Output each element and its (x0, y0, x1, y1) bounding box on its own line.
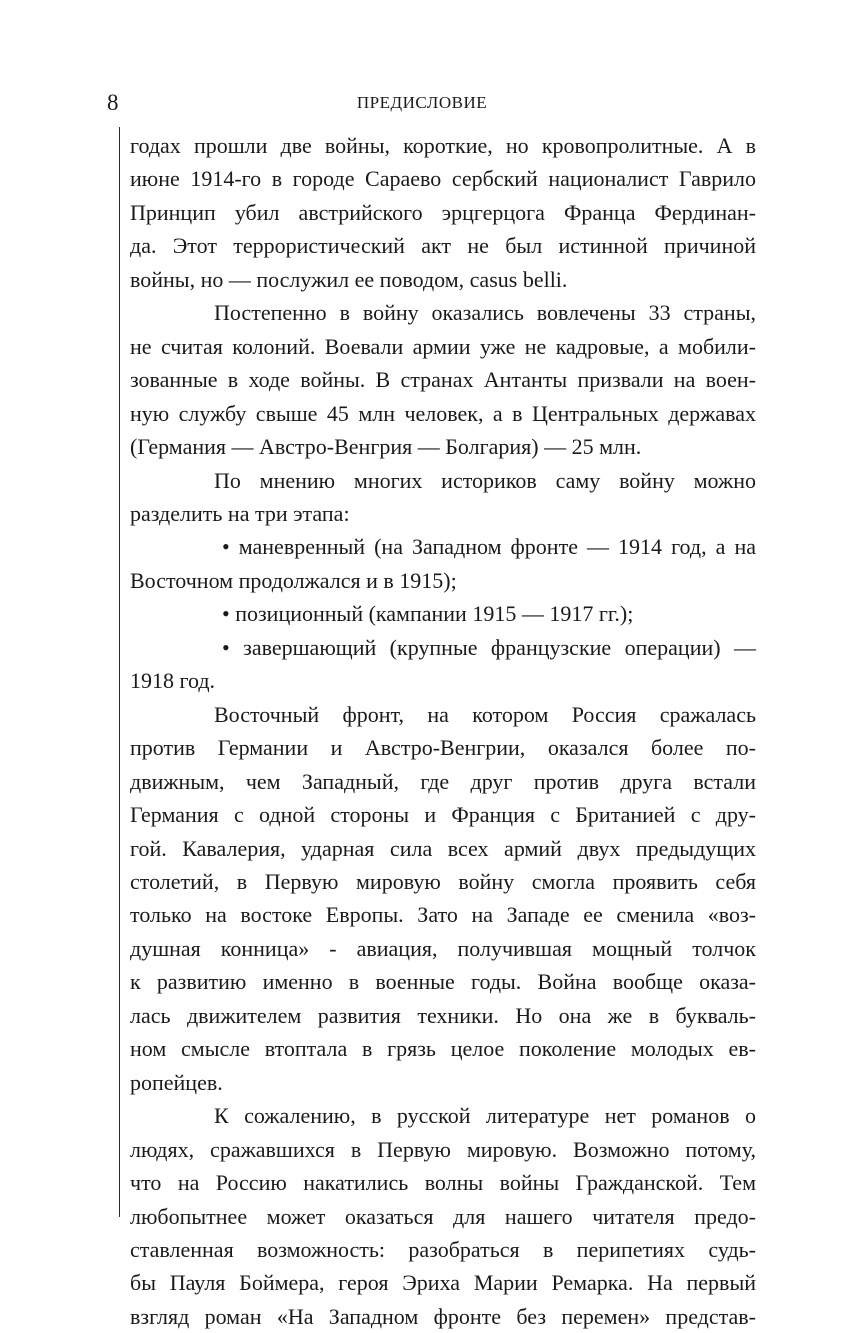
bullet-line: • завершающий (крупные французские операции) — (222, 634, 756, 660)
text-line: любопытнее может оказаться для нашего читателя предо- (130, 1203, 756, 1229)
text-line: не считая колоний. Воевали армии уже не кадровые, а мобили- (130, 333, 756, 359)
text-line: ропейцев. (130, 1069, 223, 1095)
text-line: ставленная возможность: разобраться в перипетиях судь- (130, 1236, 756, 1262)
bullet-line: • маневренный (на Западном фронте — 1914 год, а на (222, 534, 756, 560)
text-line: против Германии и Австро-Венгрии, оказался более по- (130, 735, 756, 761)
running-title: ПРЕДИСЛОВИЕ (356, 93, 488, 112)
page-number: 8 (107, 90, 119, 115)
text-line: (Германия — Австро-Венгрия — Болгария) — 25 млн. (130, 434, 642, 460)
text-line: людях, сражавшихся в Первую мировую. Возможно потому, (130, 1136, 756, 1162)
text-line: ную службу свыше 45 млн человек, а в Центральных державах (130, 400, 756, 426)
text-line: Восточный фронт, на котором Россия сражалась (214, 701, 756, 727)
text-line: гой. Кавалерия, ударная сила всех армий двух предыдущих (130, 835, 756, 861)
margin-rule (119, 127, 120, 1217)
text-line: зованные в ходе войны. В странах Антанты призвали на воен- (130, 367, 756, 393)
text-line: взгляд роман «На Западном фронте без перемен» представ- (130, 1303, 756, 1329)
text-line: годах прошли две войны, короткие, но кровопролитные. А в (130, 133, 756, 158)
text-line: К сожалению, в русской литературе нет романов о (214, 1103, 756, 1129)
text-line: ном смысле втоптала в грязь целое поколение молодых ев- (130, 1036, 756, 1062)
text-line: войны, но — послужил ее поводом, casus belli. (130, 266, 568, 292)
text-line: Восточном продолжался и в 1915); (130, 567, 457, 593)
text-line: По мнению многих историков саму войну можно (214, 467, 756, 493)
text-line: Постепенно в войну оказались вовлечены 33 страны, (214, 300, 756, 326)
text-line: 1918 год. (130, 668, 216, 694)
text-line: Германия с одной стороны и Франция с Британией с дру- (130, 802, 756, 828)
text-line: лась движителем развития техники. Но она же в букваль- (130, 1002, 756, 1028)
text-line: только на востоке Европы. Зато на Западе ее сменила «воз- (130, 902, 756, 928)
text-line: бы Пауля Боймера, героя Эриха Марии Ремарка. На первый (130, 1270, 756, 1296)
text-line: душная конница» - авиация, получившая мощный толчок (130, 935, 756, 961)
text-line: столетий, в Первую мировую войну смогла проявить себя (130, 868, 756, 894)
body-text (130, 129, 756, 1333)
text-line: разделить на три этапа: (130, 500, 350, 526)
bullet-line: • позиционный (кампании 1915 — 1917 гг.); (222, 601, 634, 627)
text-line: Принцип убил австрийского эрцгерцога Франца Фердинан- (130, 199, 756, 225)
text-line: к развитию именно в военные годы. Война вообще оказа- (130, 969, 756, 995)
text-line: июне 1914-го в городе Сараево сербский националист Гаврило (130, 166, 756, 192)
text-line: что на Россию накатились волны войны Гражданской. Тем (130, 1170, 756, 1196)
text-line: да. Этот террористический акт не был истинной причиной (130, 233, 756, 259)
text-line: движным, чем Западный, где друг против друга встали (130, 768, 756, 794)
